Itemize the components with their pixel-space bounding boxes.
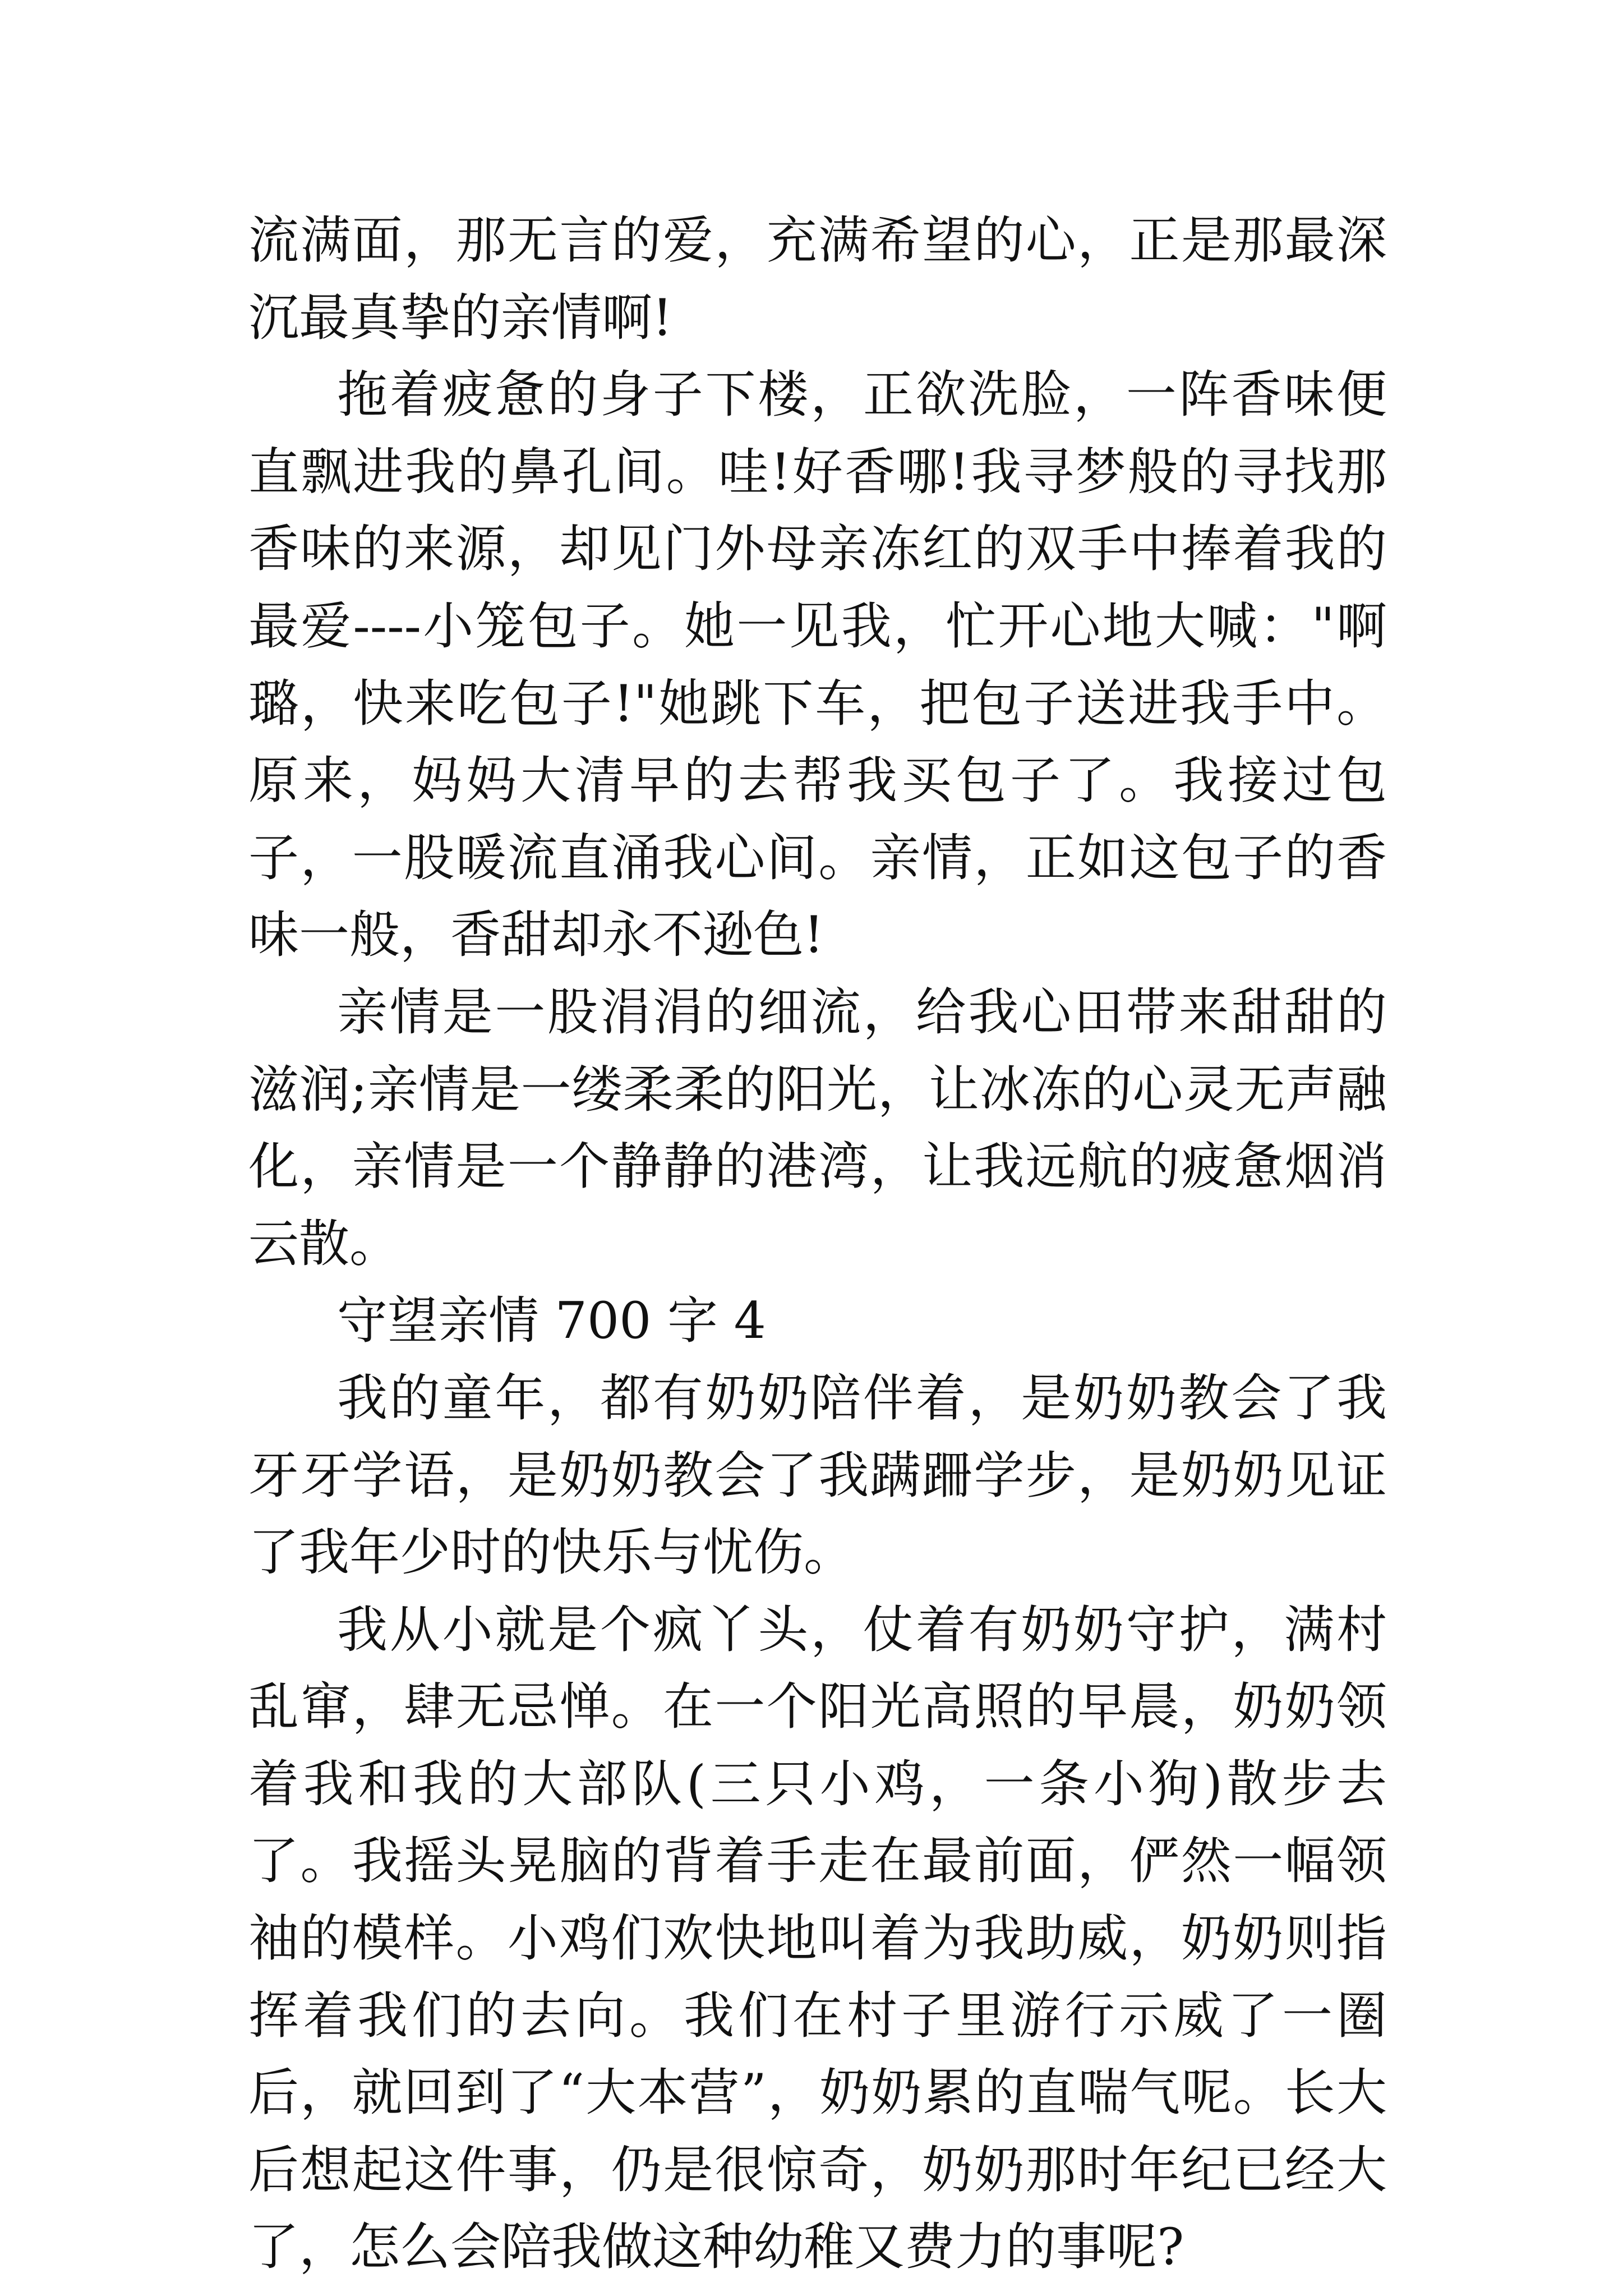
document-body: [248, 202, 1387, 2286]
paragraph-5: 我从小就是个疯丫头，仗着有奶奶守护，满村乱窜，肆无忌惮。在一个阳光高照的早晨，奶奶领着我和我的大部队(三只小鸡，一条小狗)散步去了。我摇头晃脑的背着手走在最前面，俨然一幅领袖的模样。小鸡们欢快地叫着为我助威，奶奶则指挥着我们的去向。我们在村子里游行示威了一圈后，就回到了“大本营”，奶奶累的直喘气呢。长大后想起这件事，仍是很惊奇，奶奶那时年纪已经大了，怎么会陪我做这种幼稚又费力的事呢?: [248, 1600, 1387, 2277]
paragraph-4: 我的童年，都有奶奶陪伴着，是奶奶教会了我牙牙学语，是奶奶教会了我蹒跚学步，是奶奶见证了我年少时的快乐与忧伤。: [248, 1368, 1387, 1582]
section-heading: 守望亲情 700 字 4: [337, 1291, 766, 1351]
paragraph-2: 拖着疲惫的身子下楼，正欲洗脸，一阵香味便直飘进我的鼻孔间。哇!好香哪!我寻梦般的寻找那香味的来源，却见门外母亲冻红的双手中捧着我的最爱----小笼包子。她一见我，忙开心地大喊："啊璐，快来吃包子!"她跳下车，把包子送进我手中。原来，妈妈大清早的去帮我买包子了。我接过包子，一股暖流直涌我心间。亲情，正如这包子的香味一般，香甜却永不逊色!: [248, 365, 1387, 965]
paragraph-1: 流满面，那无言的爱，充满希望的心，正是那最深沉最真挚的亲情啊!: [248, 211, 1387, 347]
paragraph-3: 亲情是一股涓涓的细流，给我心田带来甜甜的滋润;亲情是一缕柔柔的阳光，让冰冻的心灵无声融化，亲情是一个静静的港湾，让我远航的疲惫烟消云散。: [248, 982, 1387, 1273]
